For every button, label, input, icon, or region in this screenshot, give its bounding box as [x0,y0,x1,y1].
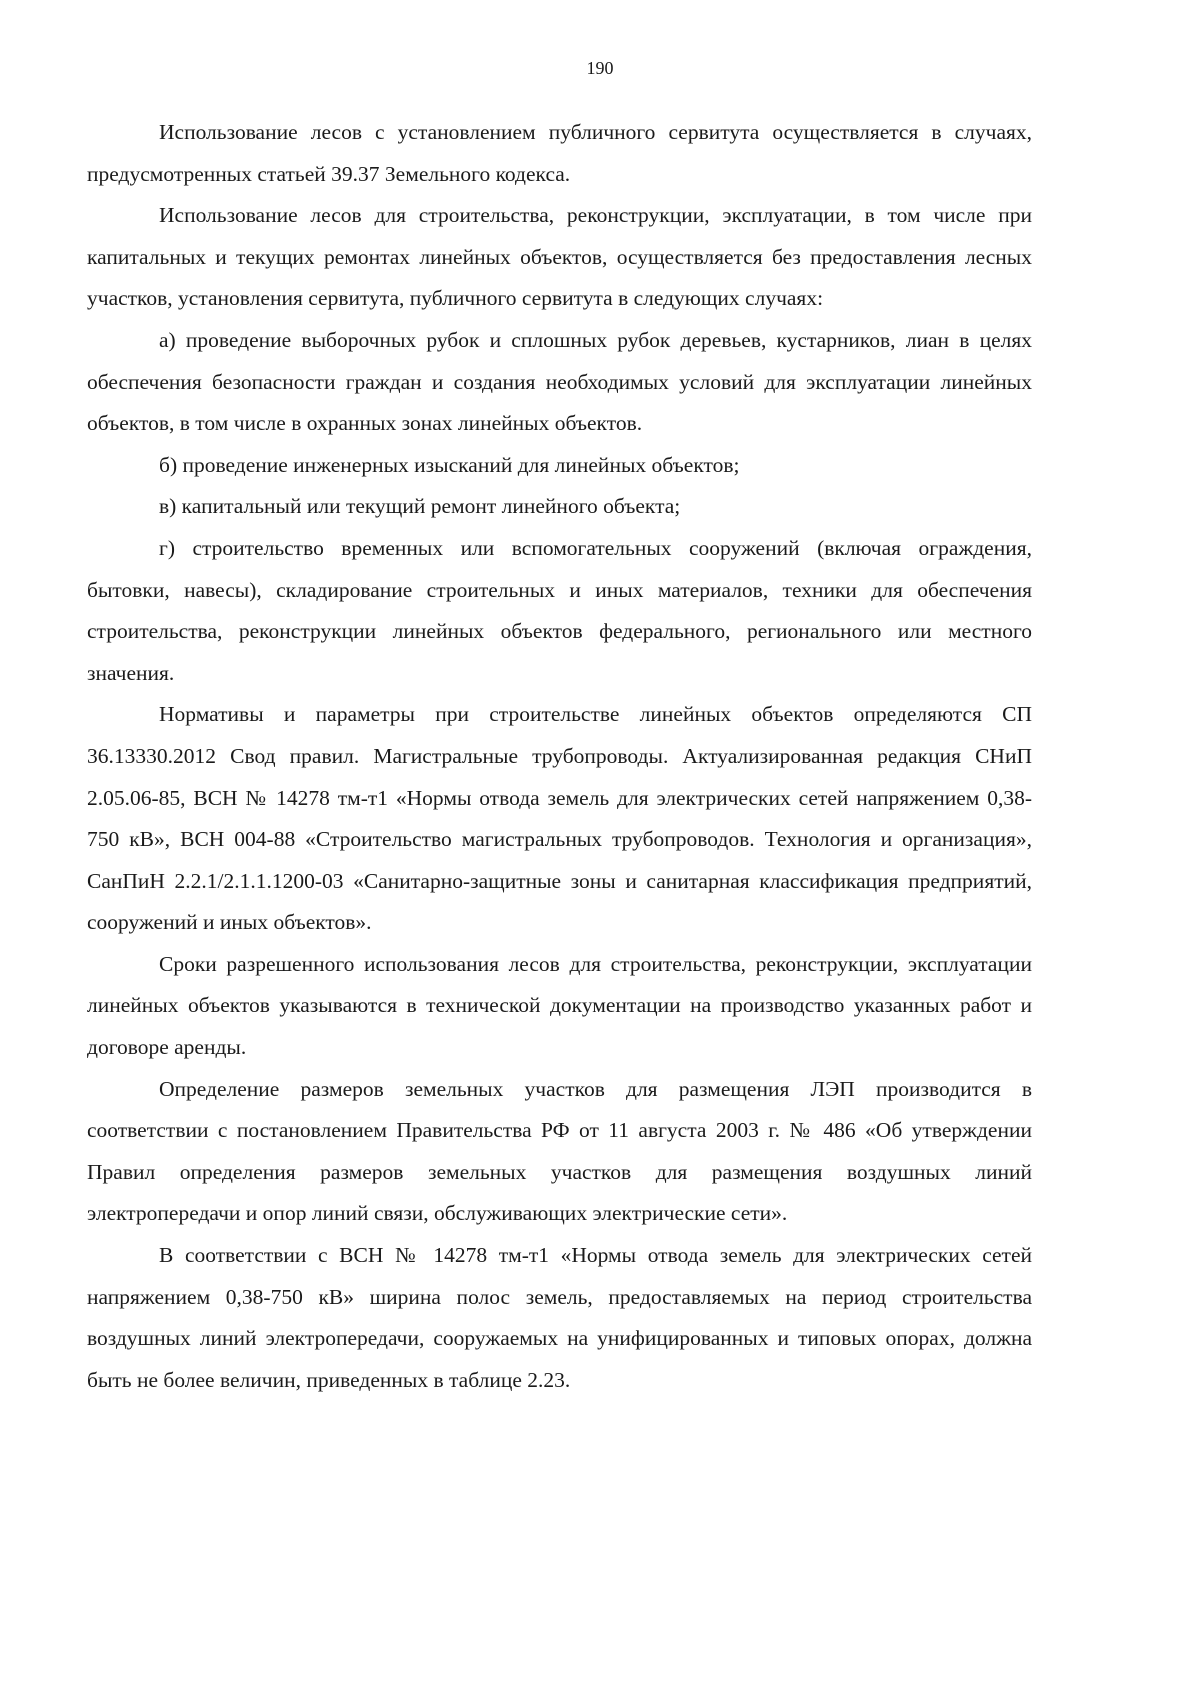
document-body [87,112,1032,1401]
list-item-a: а) проведение выборочных рубок и сплошных рубок деревьев, кустарников, лиан в целях обеспечения безопасности граждан и создания необходимых условий для эксплуатации линейных объектов, в том числе в охранных зонах линейных объектов. [87,327,1032,436]
paragraph-public-servitude: Использование лесов с установлением публичного сервитута осуществляется в случаях, предусмотренных статьей 39.37 Земельного кодекса. [87,120,1032,186]
paragraph-terms: Сроки разрешенного использования лесов для строительства, реконструкции, эксплуатации линейных объектов указываются в технической документации на производство указанных работ и договоре аренды. [87,951,1032,1060]
paragraph-linear-objects-intro: Использование лесов для строительства, реконструкции, эксплуатации, в том числе при капитальных и текущих ремонтах линейных объектов, осуществляется без предоставления лесных участков, установления сервитута, публичного сервитута в следующих случаях: [87,203,1032,311]
paragraph-norms: Нормативы и параметры при строительстве линейных объектов определяются СП 36.13330.2012 Свод правил. Магистральные трубопроводы. Актуализированная редакция СНиП 2.05.06-85, ВСН № 14278 тм-т1 «Нормы отвода земель для электрических сетей напряжением 0,38-750 кВ», ВСН 004-88 «Строительство магистральных трубопроводов. Технология и организация», СанПиН 2.2.1/2.1.1.1200-03 «Санитарно-защитные зоны и санитарная классификация предприятий, сооружений и иных объектов». [87,702,1032,935]
paragraph-land-plots: Определение размеров земельных участков для размещения ЛЭП производится в соответствии с постановлением Правительства РФ от 11 августа 2003 г. № 486 «Об утверждении Правил определения размеров земельных участков для размещения воздушных линий электропередачи и опор линий связи, обслуживающих электрические сети». [87,1076,1032,1226]
paragraph-strip-width: В соответствии с ВСН № 14278 тм-т1 «Нормы отвода земель для электрических сетей напряжением 0,38-750 кВ» ширина полос земель, предоставляемых на период строительства воздушных линий электропередачи, сооружаемых на унифицированных и типовых опорах, должна быть не более величин, приведенных в таблице 2.23. [87,1243,1032,1392]
list-item-c: в) капитальный или текущий ремонт линейного объекта; [159,494,681,519]
page-number: 190 [586,58,614,78]
list-item-b: б) проведение инженерных изысканий для линейных объектов; [159,452,740,477]
list-item-d: г) строительство временных или вспомогательных сооружений (включая ограждения, бытовки, навесы), складирование строительных и иных материалов, техники для обеспечения строительства, реконструкции линейных объектов федерального, регионального или местного значения. [87,535,1032,685]
